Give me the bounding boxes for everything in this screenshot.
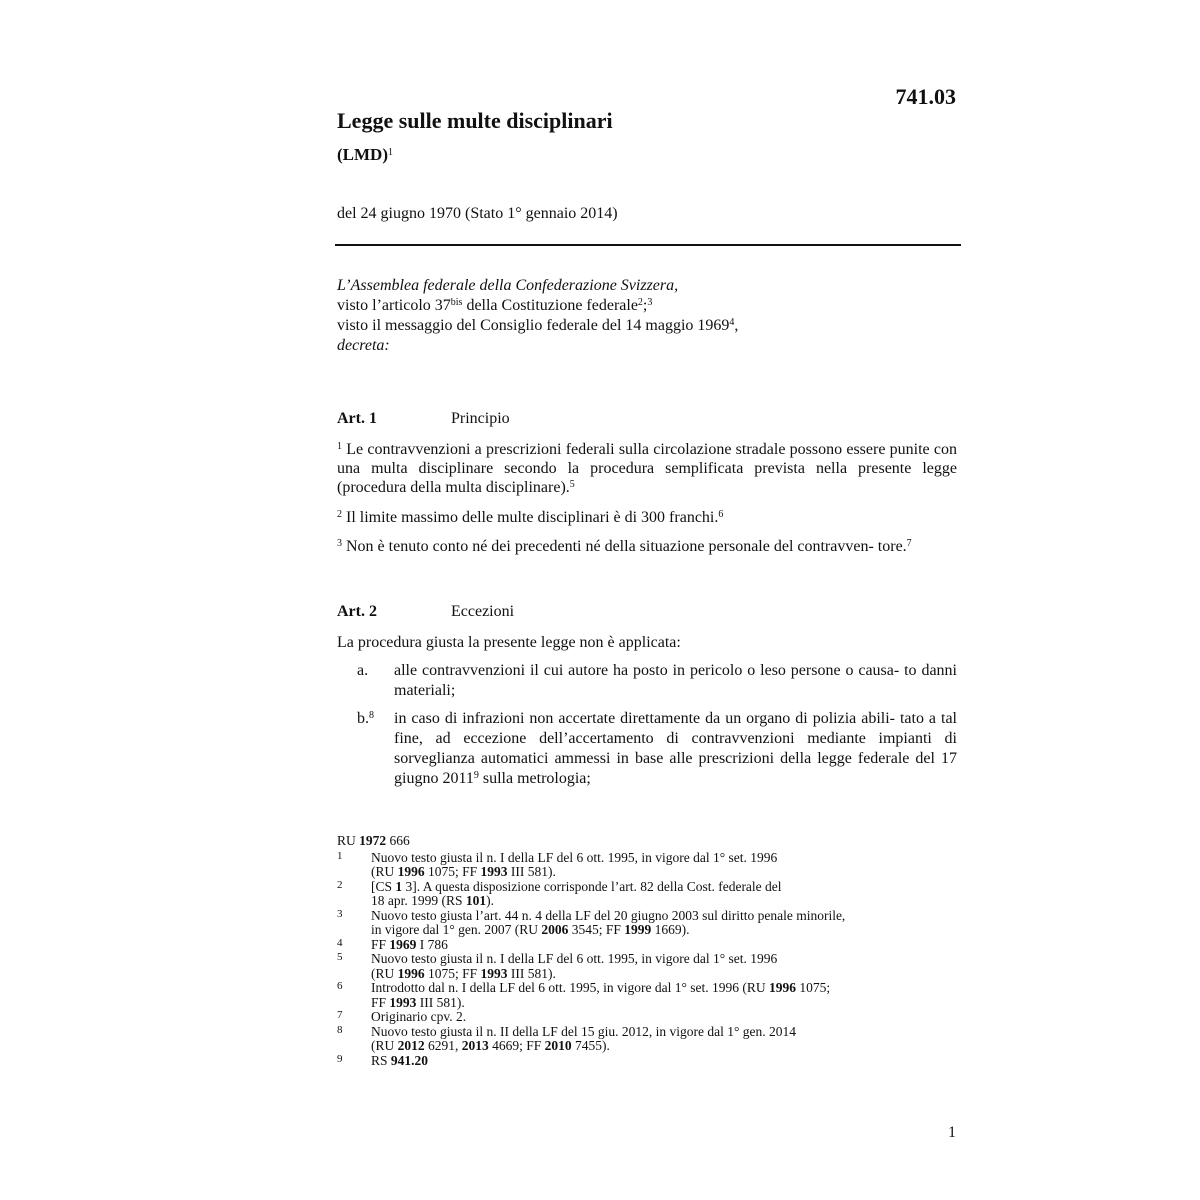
fn-part: FF (371, 994, 390, 1010)
ru-reference (337, 834, 957, 849)
fn-part: 1075; (795, 980, 831, 995)
fn-part: 3]. A questa disposizione corrisponde l’art. 82 della Cost. federale del (402, 878, 782, 894)
fn-bold: 2012 (397, 1038, 425, 1053)
footnote-7 (337, 1010, 957, 1025)
fn-bold: 1993 (480, 864, 508, 879)
footnote-ref[interactable]: 2 (637, 297, 643, 308)
footnote-ref[interactable]: 1 (387, 147, 393, 158)
fn-bold: 1996 (397, 864, 425, 879)
fn-bold: 1996 (397, 965, 425, 981)
article-1-paragraph-3 (337, 537, 957, 556)
fn-part: III 581). (507, 965, 556, 981)
article-title: Principio (451, 410, 510, 427)
fn-part: 3545; FF (568, 922, 625, 937)
paragraph-number: 1 (337, 441, 342, 452)
item-text-part: sulla metrologia; (478, 770, 591, 787)
fn-part: 6291, (424, 1038, 462, 1053)
fn-bold: 1993 (480, 965, 508, 981)
fn-part: [CS (371, 878, 396, 894)
sr-number: 741.03 (895, 84, 956, 109)
fn-bold: 941.20 (390, 1052, 429, 1068)
footnote-5 (337, 952, 957, 981)
item-letter (357, 709, 374, 729)
paragraph-number: 2 (337, 509, 342, 520)
footnote-ref[interactable]: 3 (647, 297, 653, 308)
footnote-ref[interactable]: 9 (473, 770, 479, 781)
footnote-text (371, 1054, 957, 1069)
item-letter: a. (357, 662, 369, 679)
footnote-ref[interactable]: 8 (369, 710, 374, 721)
footnote-number: 3 (337, 907, 343, 920)
footnote-4 (337, 938, 957, 953)
fn-part: (RU (371, 965, 398, 981)
footnote-text (371, 865, 957, 880)
fn-bold: 1 (395, 878, 403, 894)
article-2-item-a (337, 661, 957, 701)
paragraph-number: 3 (337, 538, 342, 549)
item-letter-text: b. (357, 710, 369, 727)
article-2-item-b (337, 709, 957, 789)
fn-part: 18 apr. 1999 (RS (371, 893, 466, 908)
footnote-text: Nuovo testo giusta il n. II della LF del 15 giu. 2012, in vigore dal 1° gen. 2014 (371, 1023, 796, 1039)
footnote-number: 6 (337, 980, 343, 992)
footnote-number: 2 (337, 878, 343, 891)
footnote-text: Nuovo testo giusta il n. I della LF del 6 ott. 1995, in vigore dal 1° set. 1996 (371, 849, 778, 865)
fn-part: III 581). (507, 864, 556, 879)
footnote-text (371, 967, 957, 982)
fn-bold: 101 (465, 893, 487, 908)
footnote-text (371, 981, 957, 996)
footnote-3 (337, 909, 957, 938)
fn-part: Introdotto dal n. I della LF del 6 ott. 1995, in vigore dal 1° set. 1996 (RU (371, 980, 769, 995)
fn-bold: 2010 (544, 1038, 572, 1053)
footnote-number: 1 (337, 849, 343, 862)
fn-part: 1075; FF (424, 864, 481, 879)
footnote-ref[interactable]: 5 (569, 479, 575, 490)
footnote-ref[interactable]: 6 (718, 509, 724, 520)
preamble-text: visto il messaggio del Consiglio federale del 14 maggio 1969 (337, 317, 730, 334)
item-text (394, 709, 957, 789)
ru-text: 666 (386, 833, 410, 848)
preamble-text: della Costituzione federale (462, 297, 638, 314)
footnote-text: Originario cpv. 2. (371, 1009, 467, 1024)
footnote-number: 9 (337, 1052, 343, 1065)
footnote-ref[interactable]: 7 (906, 538, 912, 549)
fn-bold: 1969 (389, 936, 417, 952)
page-number: 1 (948, 1124, 956, 1141)
footnote-text (371, 938, 957, 953)
fn-part: 1669). (651, 922, 690, 937)
fn-part: FF (371, 936, 390, 952)
abbreviation-text: (LMD) (337, 145, 388, 164)
preamble-visto-messaggio (337, 316, 957, 336)
footnote-number: 5 (337, 951, 343, 963)
fn-part: I 786 (416, 936, 448, 952)
header-divider (335, 244, 961, 246)
fn-part: ). (486, 893, 495, 908)
footnote-text (371, 880, 957, 895)
preamble (337, 276, 957, 356)
article-1-paragraph-1 (337, 440, 957, 497)
article-2-intro: La procedura giusta la presente legge non è applicata: (337, 634, 681, 651)
footnote-8 (337, 1025, 957, 1054)
preamble-text: , (734, 317, 739, 334)
article-2-heading (337, 603, 957, 623)
fn-bold: 1996 (768, 980, 796, 995)
fn-bold: 1999 (624, 922, 652, 937)
article-title: Eccezioni (451, 603, 515, 620)
item-text: alle contravvenzioni il cui autore ha posto in pericolo o leso persone o causa- to danni materiali; (394, 662, 957, 699)
article-number: Art. 2 (337, 603, 377, 620)
footnote-1 (337, 851, 957, 880)
fn-bold: 1993 (389, 994, 417, 1010)
preamble-visto-costituzione (337, 296, 957, 316)
footnote-number: 4 (337, 936, 343, 949)
footnote-number: 8 (337, 1023, 343, 1036)
footnote-text: Nuovo testo giusta l’art. 44 n. 4 della LF del 20 giugno 2003 sul diritto penale minorile, (371, 907, 846, 923)
footnote-text: Nuovo testo giusta il n. I della LF del 6 ott. 1995, in vigore dal 1° set. 1996 (371, 951, 778, 966)
footnote-text (371, 923, 957, 938)
footnote-text (371, 996, 957, 1011)
fn-bold: 2006 (541, 922, 569, 937)
article-1-paragraph-2 (337, 508, 957, 527)
fn-part: 4669; FF (488, 1038, 545, 1053)
footnote-9 (337, 1054, 957, 1069)
footnote-ref[interactable]: 4 (729, 317, 735, 328)
article-number: Art. 1 (337, 410, 377, 427)
ru-text: RU (337, 833, 360, 848)
paragraph-text: Le contravvenzioni a prescrizioni federali sulla circolazione stradale possono essere punite con una multa disciplinare secondo la procedura semplificata prevista nella presente legge (procedura della multa disciplinare). (337, 441, 957, 496)
preamble-assembly: L’Assemblea federale della Confederazione Svizzera, (337, 277, 679, 294)
article-1-heading (337, 410, 957, 430)
document-abbreviation (337, 145, 393, 165)
document-title: Legge sulle multe disciplinari (337, 108, 613, 133)
item-text-part: in caso di infrazioni non accertate direttamente da un organo di polizia abili- tato a tal fine, ad eccezione dell’accertamento di contravvenzioni mediante impianti di sorveglianza automatici ammessi in base alle prescrizioni della legge federale del 17 giugno 2011 (394, 710, 957, 787)
paragraph-text: Non è tenuto conto né dei precedenti né della situazione personale del contravven- tore. (342, 538, 907, 555)
footnote-text (371, 1039, 957, 1054)
bis-superscript: bis (450, 297, 463, 308)
fn-part: RS (371, 1052, 391, 1068)
document-date: del 24 giugno 1970 (Stato 1° gennaio 2014) (337, 205, 618, 222)
preamble-text: ; (642, 297, 648, 314)
footnote-2 (337, 880, 957, 909)
fn-part: in vigore dal 1° gen. 2007 (RU (371, 922, 542, 937)
fn-part: (RU (371, 1038, 398, 1053)
paragraph-text: Il limite massimo delle multe disciplinari è di 300 franchi. (342, 509, 719, 526)
fn-part: (RU (371, 864, 398, 879)
ru-year: 1972 (359, 833, 387, 848)
preamble-decreta: decreta: (337, 337, 390, 354)
footnote-text (371, 894, 957, 909)
fn-part: 1075; FF (424, 965, 481, 981)
footnote-6 (337, 981, 957, 1010)
preamble-text: visto l’articolo 37 (337, 297, 451, 314)
fn-bold: 2013 (461, 1038, 489, 1053)
fn-part: III 581). (416, 994, 465, 1010)
footnotes (337, 834, 957, 1068)
fn-part: 7455). (571, 1038, 610, 1053)
footnote-number: 7 (337, 1009, 343, 1021)
